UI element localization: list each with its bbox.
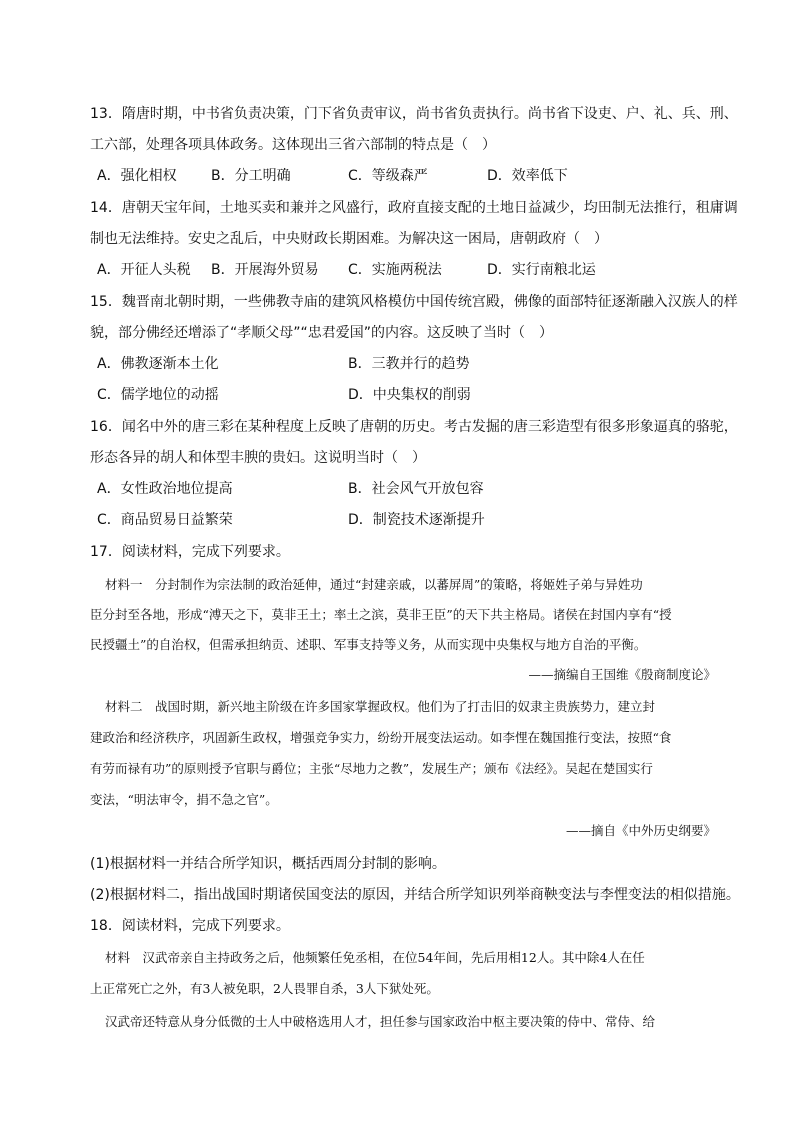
question-13-option-a: A．强化相权 xyxy=(97,168,177,184)
q17-requirement-1: (1)根据材料一并结合所学知识，概括西周分封制的影响。 xyxy=(90,856,446,872)
question-14-option-b: B．开展海外贸易 xyxy=(211,262,319,278)
question-14-stem-line-2: 制也无法维持。安史之乱后，中央财政长期困难。为解决这一困局，唐朝政府（ ） xyxy=(90,231,608,247)
question-16-option-d: D．制瓷技术逐渐提升 xyxy=(348,512,485,528)
q17-requirement-2: (2)根据材料二，指出战国时期诸侯国变法的原因，并结合所学知识列举商鞅变法与李悝变法的相似措施。 xyxy=(90,887,740,903)
question-14-option-a: A．开征人头税 xyxy=(97,262,191,278)
question-13-option-c: C．等级森严 xyxy=(348,168,428,184)
question-13-stem-line-1: 13．隋唐时期，中书省负责决策，门下省负责审议，尚书省负责执行。尚书省下设吏、户、礼、兵、刑、 xyxy=(90,106,738,122)
question-14-option-c: C．实施两税法 xyxy=(348,262,442,278)
question-17-title: 17．阅读材料，完成下列要求。 xyxy=(90,544,290,560)
q17-material1-line-2: 臣分封至各地，形成“溥天之下，莫非王土；率土之滨，莫非王臣”的天下共主格局。诸侯在封国内享有“授 xyxy=(90,607,672,622)
question-15-stem-line-2: 貌，部分佛经还增添了“孝顺父母”“忠君爱国”的内容。这反映了当时（ ） xyxy=(90,325,554,341)
question-15-option-b: B．三教并行的趋势 xyxy=(348,356,470,372)
q17-material1-line-1: 材料一 分封制作为宗法制的政治延伸，通过“封建亲戚，以蕃屏周”的策略，将姬姓子弟与异姓功 xyxy=(105,577,643,592)
q17-material2-line-4: 变法，“明法审令，捐不急之官”。 xyxy=(90,792,278,807)
question-13-stem-line-2: 工六部，处理各项具体政务。这体现出三省六部制的特点是（ ） xyxy=(90,137,496,153)
q18-material-line-2: 上正常死亡之外，有3人被免职，2人畏罪自杀，3人下狱处死。 xyxy=(90,981,439,996)
question-15-option-a: A．佛教逐渐本土化 xyxy=(97,356,219,372)
q17-material2-line-1: 材料二 战国时期，新兴地主阶级在许多国家掌握政权。他们为了打击旧的奴隶主贵族势力，建立封 xyxy=(105,699,656,714)
q17-material1-line-3: 民授疆土”的自治权，但需承担纳贡、述职、军事支持等义务，从而实现中央集权与地方自治的平衡。 xyxy=(90,637,647,652)
question-16-option-b: B．社会风气开放包容 xyxy=(348,481,484,497)
q17-material2-source: ——摘自《中外历史纲要》 xyxy=(565,823,716,838)
q17-material2-line-2: 建政治和经济秩序，巩固新生政权，增强竞争实力，纷纷开展变法运动。如李悝在魏国推行变法，按照“食 xyxy=(90,730,672,745)
question-15-option-d: D．中央集权的削弱 xyxy=(348,387,471,403)
question-16-option-c: C．商品贸易日益繁荣 xyxy=(97,512,233,528)
q18-material-line-1: 材料 汉武帝亲自主持政务之后，他频繁任免丞相，在位54年间，先后用相12人。其中除4人在任 xyxy=(105,950,645,965)
question-16-stem-line-1: 16．闻名中外的唐三彩在某种程度上反映了唐朝的历史。考古发掘的唐三彩造型有很多形象逼真的骆驼， xyxy=(90,419,738,435)
q17-material2-line-3: 有劳而禄有功”的原则授予官职与爵位；主张“尽地力之教”，发展生产；颁布《法经》。吴起在楚国实行 xyxy=(90,761,653,776)
question-15-option-c: C．儒学地位的动摇 xyxy=(97,387,219,403)
question-16-option-a: A．女性政治地位提高 xyxy=(97,481,233,497)
question-13-option-d: D．效率低下 xyxy=(487,168,568,184)
q18-material-line-3: 汉武帝还特意从身分低微的士人中破格选用人才，担任参与国家政治中枢主要决策的侍中、常侍、给 xyxy=(105,1014,656,1029)
question-15-stem-line-1: 15．魏晋南北朝时期，一些佛教寺庙的建筑风格模仿中国传统宫殿，佛像的面部特征逐渐融入汉族人的样 xyxy=(90,294,738,310)
q17-material1-source: ——摘编自王国维《殷商制度论》 xyxy=(528,667,716,682)
question-18-title: 18．阅读材料，完成下列要求。 xyxy=(90,918,290,934)
question-14-option-d: D．实行南粮北运 xyxy=(487,262,596,278)
question-14-stem-line-1: 14．唐朝天宝年间，土地买卖和兼并之风盛行，政府直接支配的土地日益减少，均田制无法推行，租庸调 xyxy=(90,200,738,216)
question-16-stem-line-2: 形态各异的胡人和体型丰腴的贵妇。这说明当时（ ） xyxy=(90,450,426,466)
question-13-option-b: B．分工明确 xyxy=(211,168,291,184)
